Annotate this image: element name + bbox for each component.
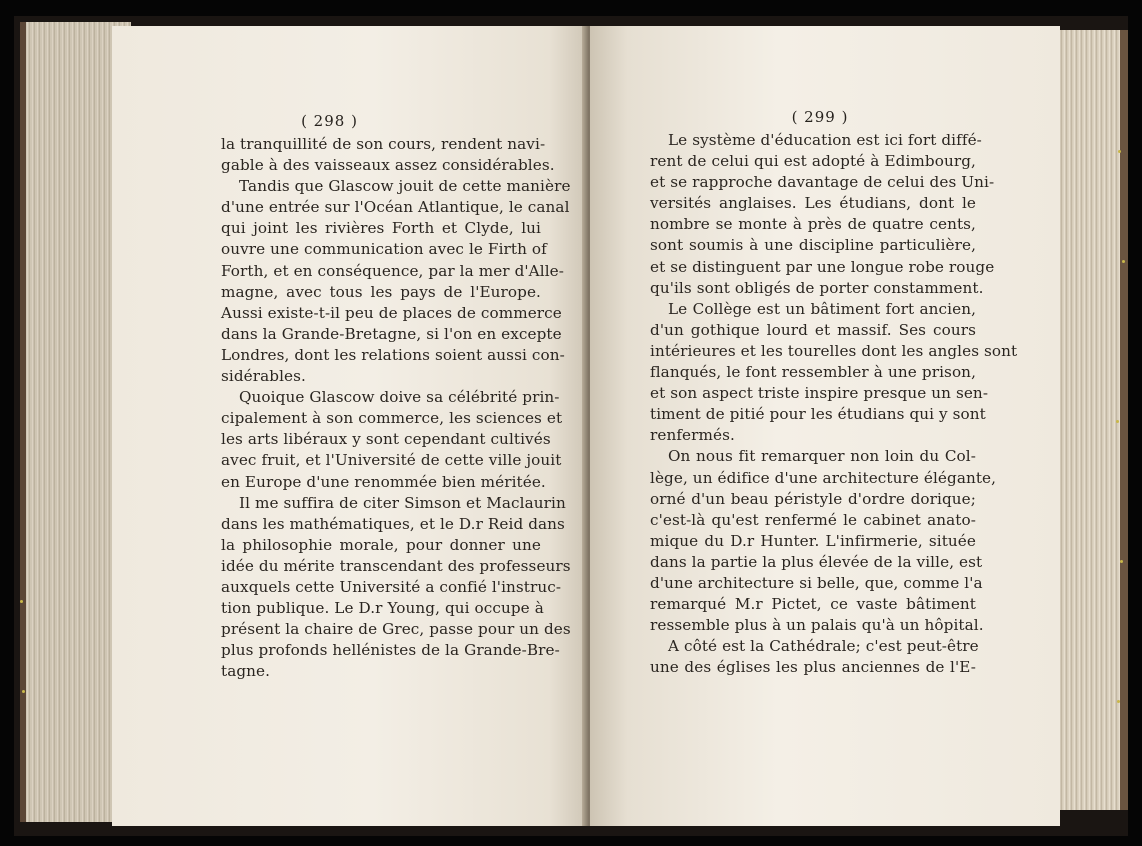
text-line: Le Collège est un bâtiment fort ancien, xyxy=(668,299,976,318)
right-page-text xyxy=(650,130,1018,678)
text-line: flanqués, le font ressembler à une prison, xyxy=(650,363,976,382)
text-line: magne, avec tous les pays de l'Europe. xyxy=(221,282,541,301)
text-line: présent la chaire de Grec, passe pour un des xyxy=(221,620,571,639)
binding-fleck xyxy=(1117,700,1120,703)
text-line: On nous fit remarquer non loin du Col- xyxy=(668,447,976,466)
text-line: dans la partie la plus élevée de la ville, est xyxy=(650,552,983,571)
text-line: d'une architecture si belle, que, comme l'a xyxy=(650,573,983,592)
text-line: Londres, dont les relations soient aussi con- xyxy=(221,345,565,364)
text-line: sidérables. xyxy=(221,367,306,386)
text-line: orné d'un beau péristyle d'ordre dorique; xyxy=(650,489,976,508)
binding-fleck xyxy=(1120,560,1123,563)
text-line: timent de pitié pour les étudians qui y sont xyxy=(650,405,986,424)
text-line: auxquels cette Université a confié l'instruc- xyxy=(221,577,562,596)
text-line: une des églises les plus anciennes de l'E- xyxy=(650,658,976,677)
left-page xyxy=(112,26,587,826)
text-line: avec fruit, et l'Université de cette ville jouit xyxy=(221,451,562,470)
text-line: Tandis que Glascow jouit de cette manière xyxy=(239,177,571,196)
text-line: et se rapproche davantage de celui des Uni- xyxy=(650,173,995,192)
text-line: Il me suffira de citer Simson et Maclaurin xyxy=(239,493,566,512)
binding-fleck xyxy=(1118,150,1121,153)
text-line: et son aspect triste inspire presque un sen- xyxy=(650,384,989,403)
text-line: lège, un édifice d'une architecture élégante, xyxy=(650,468,997,487)
text-line: rent de celui qui est adopté à Edimbourg, xyxy=(650,152,976,171)
page-number-left: ( 298 ) xyxy=(301,112,358,130)
text-line: Quoique Glascow doive sa célébrité prin- xyxy=(239,388,560,407)
text-line: et se distinguent par une longue robe rouge xyxy=(650,257,995,276)
text-line: ressemble plus à un palais qu'à un hôpital. xyxy=(650,616,984,635)
text-line: c'est-là qu'est renfermé le cabinet anato- xyxy=(650,510,976,529)
binding-fleck xyxy=(1116,420,1119,423)
page-number-right: ( 299 ) xyxy=(791,108,849,126)
text-line: dans la Grande-Bretagne, si l'on en excepte xyxy=(221,324,562,343)
binding-fleck xyxy=(20,600,23,603)
text-line: Forth, et en conséquence, par la mer d'Alle- xyxy=(221,261,564,280)
text-line: intérieures et les tourelles dont les angles sont xyxy=(650,341,1018,360)
text-line: cipalement à son commerce, les sciences et xyxy=(221,409,563,428)
text-line: les arts libéraux y sont cependant cultivés xyxy=(221,430,551,449)
right-page xyxy=(590,26,1060,826)
text-line: d'un gothique lourd et massif. Ses cours xyxy=(650,320,976,339)
text-line: d'une entrée sur l'Océan Atlantique, le canal xyxy=(221,198,570,217)
text-line: Aussi existe-t-il peu de places de commerce xyxy=(221,303,562,322)
text-line: dans les mathématiques, et le D.r Reid dans xyxy=(221,514,565,533)
text-line: tion publique. Le D.r Young, qui occupe à xyxy=(221,599,544,618)
text-line: remarqué M.r Pictet, ce vaste bâtiment xyxy=(650,595,976,614)
text-line: ouvre une communication avec le Firth of xyxy=(221,240,547,259)
text-line: qui joint les rivières Forth et Clyde, lui xyxy=(221,219,541,238)
text-line: sont soumis à une discipline particulière, xyxy=(650,236,976,255)
text-line: mique du D.r Hunter. L'infirmerie, située xyxy=(650,531,976,550)
text-line: Le système d'éducation est ici fort diffé- xyxy=(668,131,982,149)
binding-fleck xyxy=(1122,260,1125,263)
text-line: la philosophie morale, pour donner une xyxy=(221,535,541,554)
text-line: nombre se monte à près de quatre cents, xyxy=(650,215,976,234)
text-line: idée du mérite transcendant des professeurs xyxy=(221,556,571,575)
text-line: renfermés. xyxy=(650,426,735,445)
text-line: plus profonds hellénistes de la Grande-Bre- xyxy=(221,641,560,660)
text-line: tagne. xyxy=(221,662,271,681)
text-line: gable à des vaisseaux assez considérables. xyxy=(221,156,555,175)
binding-fleck xyxy=(22,690,25,693)
text-line: en Europe d'une renommée bien méritée. xyxy=(221,472,546,491)
text-line: qu'ils sont obligés de porter constamment. xyxy=(650,278,984,297)
text-line: A côté est la Cathédrale; c'est peut-être xyxy=(668,637,979,656)
text-line: la tranquillité de son cours, rendent navi- xyxy=(221,135,546,153)
text-line: versités anglaises. Les étudians, dont le xyxy=(650,194,976,213)
left-page-text xyxy=(221,134,571,682)
